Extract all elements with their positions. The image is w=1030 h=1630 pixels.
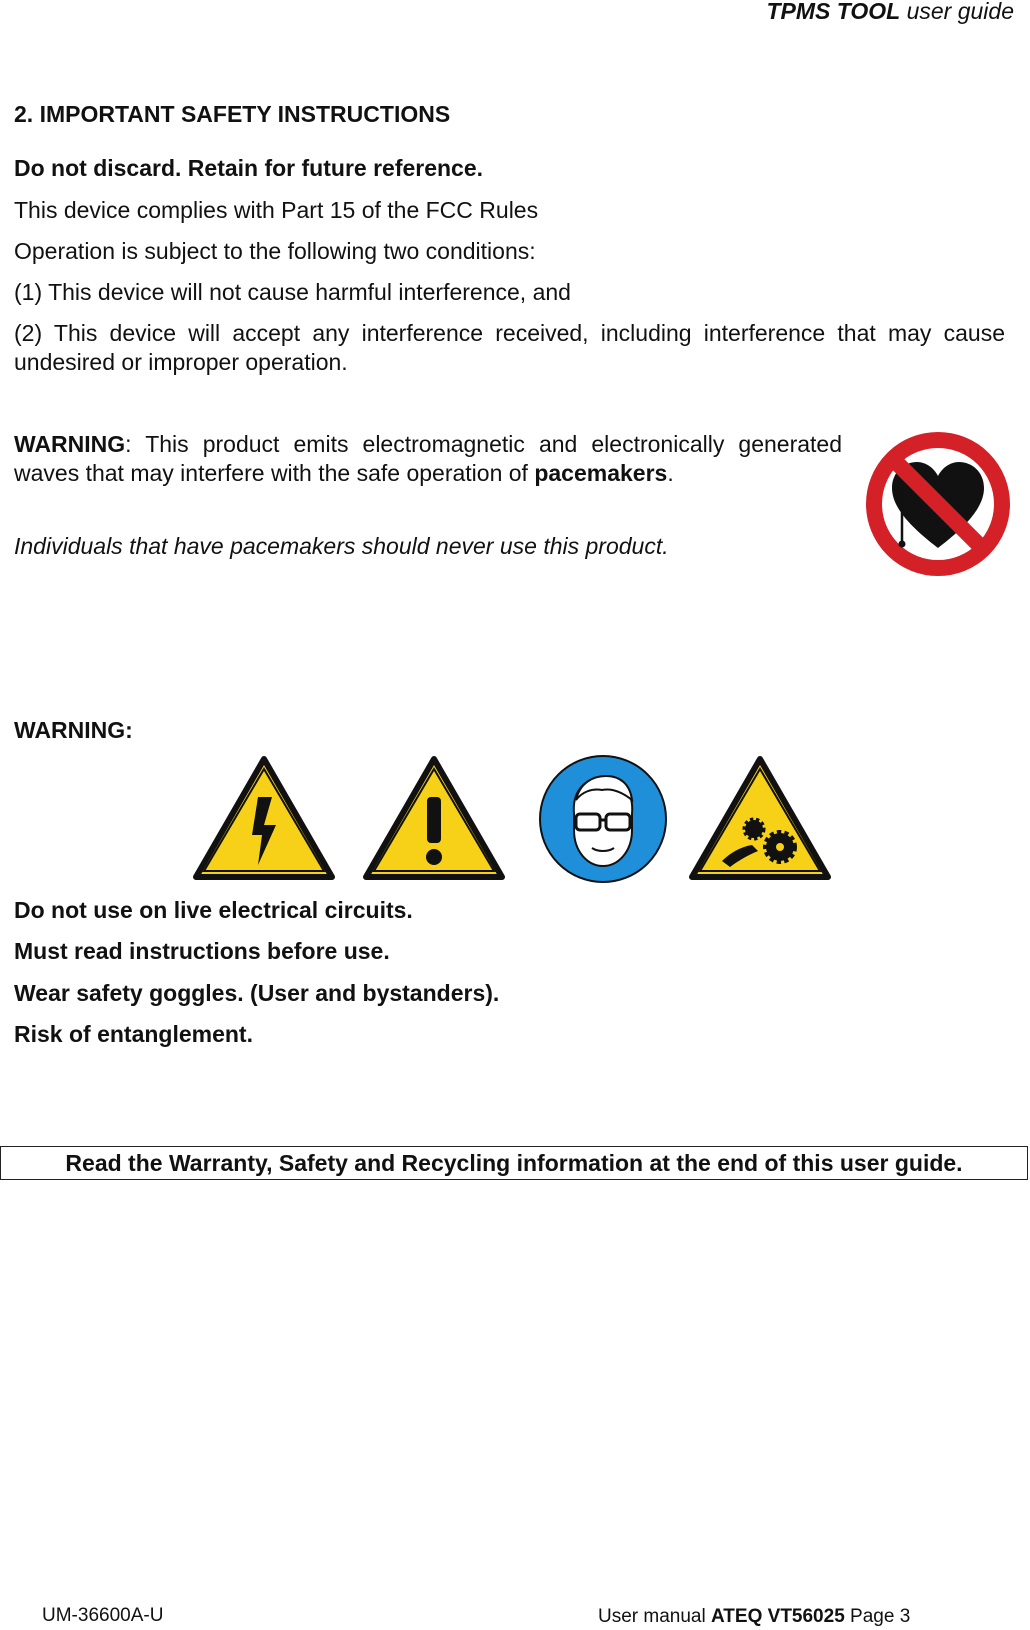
header-title-rest: user guide: [906, 0, 1014, 24]
footer-page-number: Page 3: [850, 1606, 911, 1627]
fcc-line-1: This device complies with Part 15 of the FCC Rules: [14, 197, 539, 223]
warning-item-4: Risk of entanglement.: [14, 1021, 253, 1047]
warning-item-2: Must read instructions before use.: [14, 938, 390, 964]
warning-2-label: WARNING:: [14, 717, 133, 743]
fcc-condition-2: (2) This device will accept any interference received, including interference that may cause undesired or improper operation.: [14, 320, 1005, 375]
footer-manual: [598, 1606, 910, 1628]
pacemaker-note: Individuals that have pacemakers should never use this product.: [14, 533, 669, 559]
safety-goggles-icon: [536, 752, 670, 886]
entanglement-hazard-icon: [686, 753, 834, 883]
electrical-hazard-icon: [190, 753, 338, 883]
notice-box: Read the Warranty, Safety and Recycling information at the end of this user guide.: [0, 1146, 1028, 1180]
pacemaker-warning: [14, 430, 842, 488]
fcc-condition-1: (1) This device will not cause harmful interference, and: [14, 279, 571, 305]
footer-doc-code: UM-36600A-U: [42, 1605, 164, 1626]
header-title-bold: TPMS TOOL: [766, 0, 901, 24]
warning-label: WARNING: [14, 431, 126, 457]
fcc-line-2: Operation is subject to the following two conditions:: [14, 238, 536, 264]
page-header: [766, 0, 1014, 25]
retain-notice: Do not discard. Retain for future reference.: [14, 155, 484, 181]
warning-text: : This product emits electromagnetic and electronically generated waves that may interfere with the safe operation of: [14, 431, 842, 486]
section-title: 2. IMPORTANT SAFETY INSTRUCTIONS: [14, 101, 451, 127]
warning-item-3: Wear safety goggles. (User and bystanders).: [14, 980, 500, 1006]
footer-manual-prefix: User manual: [598, 1606, 706, 1627]
footer-manual-model: ATEQ VT56025: [711, 1606, 845, 1627]
general-warning-icon: [360, 753, 508, 883]
no-pacemaker-icon: [864, 430, 1012, 578]
warning-item-1: Do not use on live electrical circuits.: [14, 897, 413, 923]
warning-text-end: .: [667, 460, 674, 486]
warning-bold-word: pacemakers: [534, 460, 668, 486]
